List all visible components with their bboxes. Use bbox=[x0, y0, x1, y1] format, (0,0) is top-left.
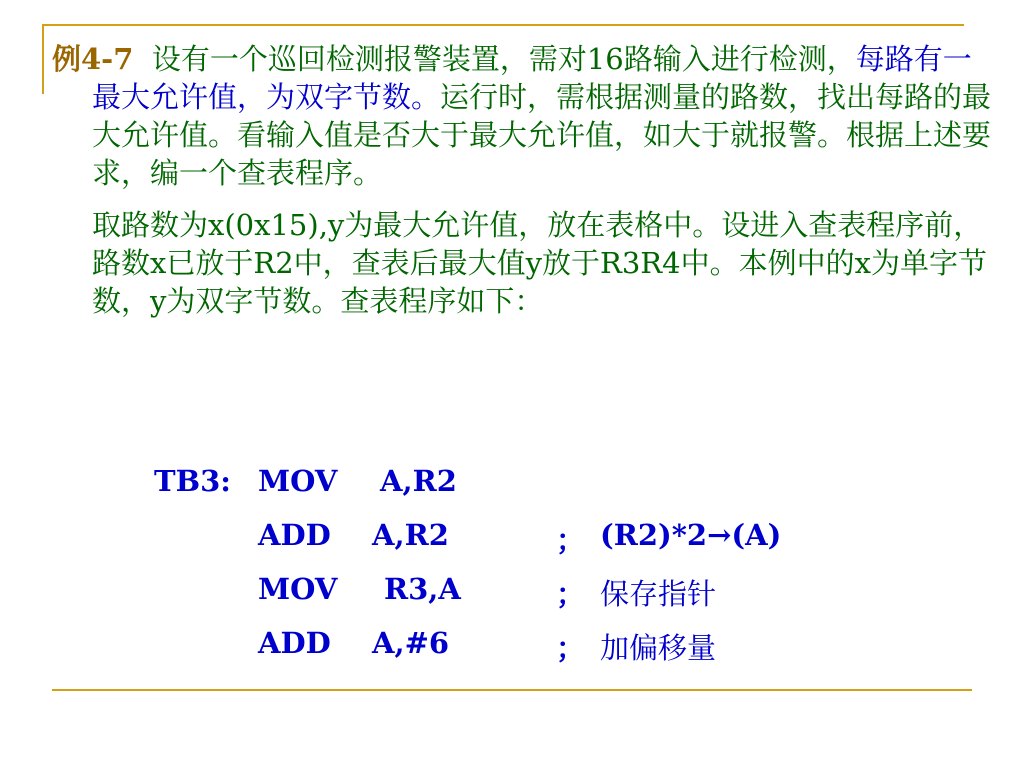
code-label: TB3: bbox=[154, 464, 231, 498]
code-comment: 保存指针 bbox=[600, 577, 717, 611]
code-op: ADD bbox=[258, 626, 331, 660]
frame-top-line bbox=[42, 24, 964, 26]
frame-left-line bbox=[42, 24, 44, 94]
code-op: MOV bbox=[258, 572, 338, 606]
code-args: R3,A bbox=[384, 572, 461, 606]
intro-text-c: 运行时，需根据测量的路数，找出每路的最大允许值。看输入值是否大于最大允许值，如大于就报警。根据上述要求，编一个查表程序。 bbox=[92, 80, 992, 190]
code-semicolon: ； bbox=[556, 523, 586, 557]
slide-content bbox=[52, 40, 992, 320]
frame-bottom-line bbox=[52, 689, 972, 691]
code-args: A,R2 bbox=[380, 464, 457, 498]
code-semicolon: ； bbox=[556, 631, 586, 665]
description-paragraph: 取路数为x(0x15),y为最大允许值，放在表格中。设进入查表程序前，路数x已放于R2中，查表后最大值y放于R3R4中。本例中的x为单字节数，y为双字节数。查表程序如下： bbox=[92, 208, 987, 318]
code-comment: (R2)*2→(A) bbox=[600, 518, 782, 552]
intro-text-a: 设有一个巡回检测报警装置，需对16路输入进行检测， bbox=[151, 42, 856, 76]
code-comment: 加偏移量 bbox=[600, 631, 717, 665]
code-semicolon: ； bbox=[556, 577, 586, 611]
code-op: ADD bbox=[258, 518, 331, 552]
example-label: 例4-7 bbox=[52, 42, 134, 76]
intro-paragraph bbox=[52, 40, 992, 192]
code-op: MOV bbox=[258, 464, 338, 498]
intro-text-highlight: 每路有一最大允许值，为双字节数。 bbox=[92, 42, 972, 114]
code-args: A,#6 bbox=[372, 626, 450, 660]
code-args: A,R2 bbox=[372, 518, 449, 552]
